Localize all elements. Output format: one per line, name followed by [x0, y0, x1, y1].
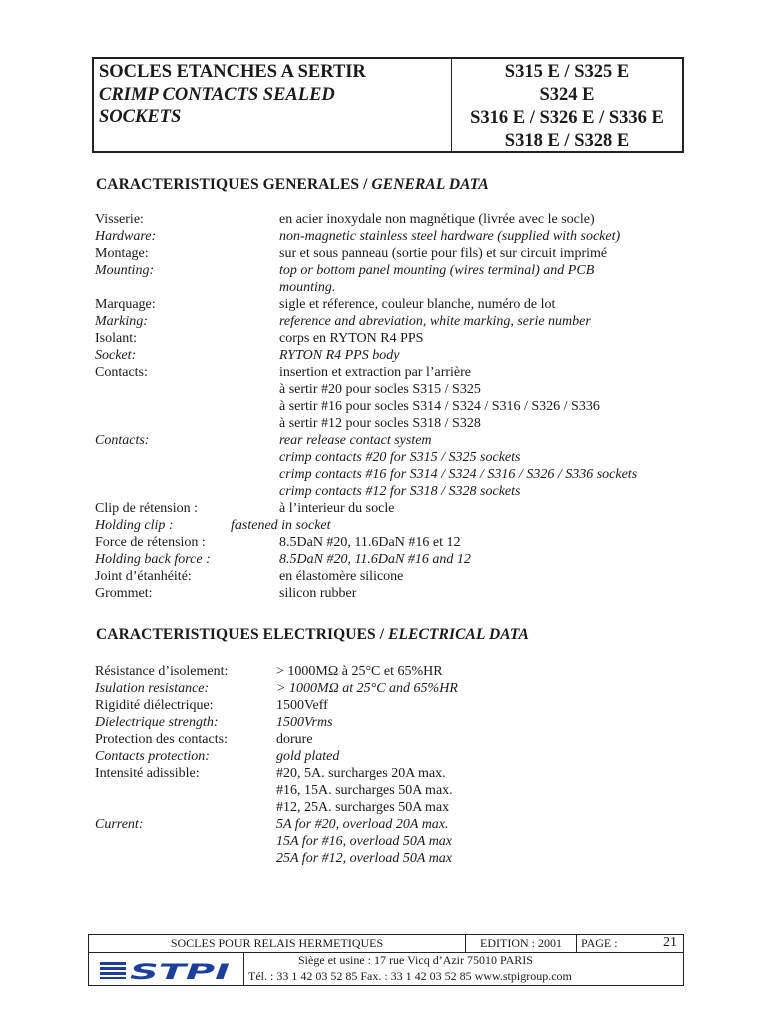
data-row [95, 466, 715, 483]
data-row [95, 347, 715, 364]
row-label: Intensité adissible: [95, 766, 200, 781]
row-value: #20, 5A. surcharges 20A max. [276, 766, 446, 781]
data-row [95, 731, 715, 748]
row-value: corps en RYTON R4 PPS [279, 331, 424, 346]
row-value: RYTON R4 PPS body [279, 348, 400, 363]
row-value: 8.5DaN #20, 11.6DaN #16 et 12 [279, 535, 461, 550]
row-value: 25A for #12, overload 50A max [276, 851, 453, 866]
row-value: crimp contacts #12 for S318 / S328 sockets [279, 484, 521, 499]
row-value: silicon rubber [279, 586, 357, 601]
data-row [95, 398, 715, 415]
data-row [95, 680, 715, 697]
data-row [95, 500, 715, 517]
address-line: Siège et usine : 17 rue Vicq d’Azir 75010 PARIS [298, 953, 533, 967]
reference-line: S316 E / S326 E / S336 E [470, 108, 664, 128]
row-value: à l’interieur du socle [279, 501, 395, 516]
row-value: crimp contacts #20 for S315 / S325 sockets [279, 450, 521, 465]
reference-line: S324 E [539, 85, 595, 105]
data-row [95, 262, 715, 279]
footer-page [577, 935, 683, 952]
row-label: Résistance d’isolement: [95, 664, 229, 679]
reference-line: S318 E / S328 E [504, 131, 630, 151]
row-value: sur et sous panneau (sortie pour fils) et sur circuit imprimé [279, 246, 608, 261]
row-value: 8.5DaN #20, 11.6DaN #16 and 12 [279, 552, 471, 567]
reference-line: S315 E / S325 E [504, 62, 630, 82]
row-value: crimp contacts #16 for S314 / S324 / S316 / S326 / S336 sockets [279, 467, 638, 482]
electrical-data-list [95, 663, 715, 867]
row-label: Dielectrique strength: [95, 715, 219, 730]
footer-edition: EDITION : 2001 [466, 935, 577, 952]
row-label: Contacts: [95, 365, 148, 380]
row-label: Holding clip : [95, 518, 174, 533]
section-title-en: GENERAL DATA [371, 176, 489, 193]
row-value: à sertir #12 pour socles S318 / S328 [279, 416, 481, 431]
data-row [95, 483, 715, 500]
section-title-fr: CARACTERISTIQUES ELECTRIQUES / [96, 626, 389, 643]
data-row [95, 228, 715, 245]
row-label: Force de rétension : [95, 535, 206, 550]
page-label: PAGE : [581, 936, 618, 950]
data-row [95, 279, 715, 296]
general-section-title [96, 176, 489, 194]
data-row [95, 714, 715, 731]
row-value: 1500Vrms [276, 715, 333, 730]
row-value: en acier inoxydale non magnétique (livrée avec le socle) [279, 212, 595, 227]
row-value: insertion et extraction par l’arrière [279, 365, 472, 380]
row-value: non-magnetic stainless steel hardware (supplied with socket) [279, 229, 621, 244]
row-label: Joint d’étanhéité: [95, 569, 192, 584]
row-label: Clip de rétension : [95, 501, 199, 516]
row-value: 1500Veff [276, 698, 328, 713]
data-row [95, 415, 715, 432]
footer-contact-info [244, 953, 683, 986]
section-title-fr: CARACTERISTIQUES GENERALES / [96, 176, 372, 193]
row-value: à sertir #16 pour socles S314 / S324 / S316 / S326 / S336 [279, 399, 600, 414]
row-label: Holding back force : [95, 552, 211, 567]
row-label: Current: [95, 817, 144, 832]
row-label: Marking: [95, 314, 148, 329]
row-value: gold plated [276, 749, 340, 764]
footer [88, 934, 684, 986]
data-row [95, 551, 715, 568]
title-fr: SOCLES ETANCHES A SERTIR [99, 62, 366, 82]
contact-line: Tél. : 33 1 42 03 52 85 Fax. : 33 1 42 03 52 85 www.stpigroup.com [248, 968, 572, 983]
data-row [95, 850, 715, 867]
general-data-list [95, 211, 715, 602]
row-value: top or bottom panel mounting (wires terminal) and PCB [279, 263, 595, 278]
data-row [95, 211, 715, 228]
data-row [95, 585, 715, 602]
row-value: en élastomère silicone [279, 569, 404, 584]
row-value: 15A for #16, overload 50A max [276, 834, 453, 849]
row-label: Marquage: [95, 297, 156, 312]
row-label: Visserie: [95, 212, 144, 227]
data-row [95, 568, 715, 585]
row-label: Montage: [95, 246, 149, 261]
data-row [95, 748, 715, 765]
data-row [95, 364, 715, 381]
row-value: à sertir #20 pour socles S315 / S325 [279, 382, 481, 397]
data-row [95, 833, 715, 850]
logo-text: STPI [130, 959, 231, 982]
stpi-logo [89, 953, 244, 986]
row-label: Contacts: [95, 433, 150, 448]
row-value: rear release contact system [279, 433, 432, 448]
data-row [95, 381, 715, 398]
footer-series: SOCLES POUR RELAIS HERMETIQUES [89, 935, 466, 952]
row-label: Socket: [95, 348, 137, 363]
data-row [95, 799, 715, 816]
data-row [95, 782, 715, 799]
data-row [95, 313, 715, 330]
row-label: Contacts protection: [95, 749, 210, 764]
row-label: Mounting: [95, 263, 155, 278]
title-en-line2: SOCKETS [99, 107, 182, 127]
row-value: sigle et réference, couleur blanche, numéro de lot [279, 297, 556, 312]
electrical-section-title [96, 626, 529, 644]
row-value: dorure [276, 732, 313, 747]
row-label: Isulation resistance: [95, 681, 210, 696]
row-value: fastened in socket [231, 518, 331, 533]
data-row [95, 449, 715, 466]
data-row [95, 296, 715, 313]
row-value: #12, 25A. surcharges 50A max [276, 800, 450, 815]
data-row [95, 697, 715, 714]
row-label: Protection des contacts: [95, 732, 228, 747]
reference-cell [452, 59, 682, 151]
data-row [95, 245, 715, 262]
row-value: > 1000MΩ à 25°C et 65%HR [276, 664, 443, 679]
row-value: reference and abreviation, white marking, serie number [279, 314, 591, 329]
data-row [95, 534, 715, 551]
row-label: Grommet: [95, 586, 153, 601]
row-value: #16, 15A. surcharges 50A max. [276, 783, 453, 798]
data-row [95, 432, 715, 449]
data-row [95, 765, 715, 782]
data-row [95, 663, 715, 680]
row-value: mounting. [279, 280, 336, 295]
title-en-line1: CRIMP CONTACTS SEALED [99, 84, 335, 105]
page-number: 21 [663, 935, 677, 950]
title-block [92, 57, 684, 153]
row-value: 5A for #20, overload 20A max. [276, 817, 449, 832]
row-label: Isolant: [95, 331, 137, 346]
section-title-en: ELECTRICAL DATA [388, 626, 529, 643]
row-label: Hardware: [95, 229, 157, 244]
data-row [95, 816, 715, 833]
row-value: > 1000MΩ at 25°C and 65%HR [276, 681, 458, 696]
data-row [95, 517, 715, 534]
row-label: Rigidité diélectrique: [95, 698, 214, 713]
title-cell [94, 59, 452, 151]
data-row [95, 330, 715, 347]
